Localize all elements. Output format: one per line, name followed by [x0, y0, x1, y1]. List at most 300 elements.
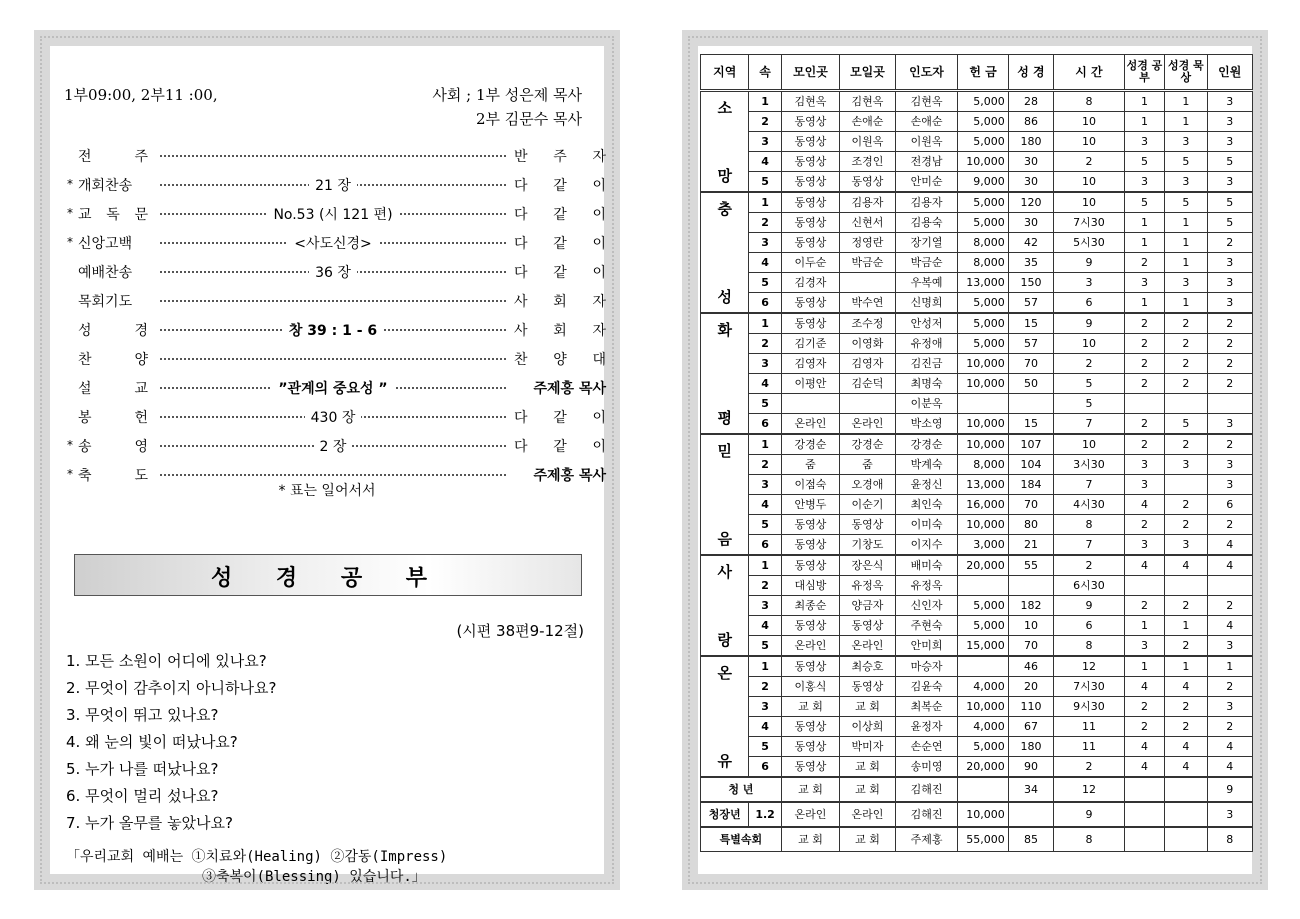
- order-item-label: [78, 378, 148, 398]
- table-cell: 10: [1054, 434, 1125, 455]
- table-cell: 박금순: [840, 253, 896, 273]
- table-cell: 우복예: [895, 273, 958, 293]
- table-cell: [1165, 777, 1207, 802]
- table-cell: 50: [1008, 374, 1053, 394]
- table-cell: 조경인: [840, 152, 896, 172]
- table-cell: [781, 394, 840, 414]
- table-cell: 이분옥: [895, 394, 958, 414]
- label-char: 신앙고백: [78, 236, 133, 252]
- table-cell: 2: [1124, 515, 1164, 535]
- bible-study-title: 성 경 공 부: [211, 566, 445, 591]
- table-cell: 3: [1207, 132, 1252, 152]
- column-header: 시 간: [1054, 55, 1125, 91]
- study-question: 3. 무엇이 뛰고 있나요?: [66, 706, 219, 724]
- table-cell: 2: [1165, 313, 1207, 334]
- table-cell: 3: [749, 596, 781, 616]
- table-cell: 2: [1207, 354, 1252, 374]
- table-cell: 1: [1124, 213, 1164, 233]
- table-cell: [1165, 827, 1207, 852]
- study-question: 5. 누가 나를 떠났나요?: [66, 760, 219, 778]
- table-cell: 5: [749, 737, 781, 757]
- table-cell: 21: [1008, 535, 1053, 556]
- person-char: 같: [553, 439, 567, 455]
- person-char: 같: [553, 236, 567, 252]
- table-cell: 3: [1207, 253, 1252, 273]
- table-cell: 5: [1207, 192, 1252, 213]
- column-header: 지역: [701, 55, 749, 91]
- person-char: 찬: [514, 352, 528, 368]
- order-item-detail: [160, 204, 506, 224]
- table-cell: 10: [1054, 192, 1125, 213]
- table-cell: 182: [1008, 596, 1053, 616]
- table-cell: 김현옥: [781, 91, 840, 112]
- region-char: 사: [717, 562, 732, 581]
- table-cell: 5: [1124, 192, 1164, 213]
- order-item-detail: [160, 407, 506, 427]
- table-cell: 교 회: [781, 777, 840, 802]
- church-motto: [66, 846, 447, 886]
- standing-mark: *: [67, 467, 73, 481]
- table-cell: [1165, 394, 1207, 414]
- region-char: 성: [717, 287, 732, 306]
- table-cell: 강경순: [840, 434, 896, 455]
- table-cell: 10,000: [958, 414, 1008, 435]
- table-cell: 2: [749, 112, 781, 132]
- table-cell: 9: [1054, 253, 1125, 273]
- order-item-label: [78, 407, 148, 427]
- leader-line-2: 2부 김문수 목사: [475, 110, 582, 128]
- table-cell: 1: [749, 192, 781, 213]
- table-cell: 85: [1008, 827, 1053, 852]
- table-cell: [1207, 394, 1252, 414]
- table-cell: 20,000: [958, 757, 1008, 778]
- table-header-row: [701, 55, 1253, 91]
- order-item: [67, 204, 606, 226]
- order-item-detail: [160, 262, 506, 282]
- region-cell: 청 년: [701, 777, 782, 802]
- table-cell: 7: [1054, 414, 1125, 435]
- person-char: 이: [592, 439, 606, 455]
- table-cell: 최인숙: [895, 495, 958, 515]
- table-cell: 2: [1165, 697, 1207, 717]
- table-row: [701, 152, 1253, 172]
- table-cell: [1207, 576, 1252, 596]
- table-row: [701, 777, 1253, 802]
- table-row: [701, 132, 1253, 152]
- table-cell: 2: [749, 334, 781, 354]
- table-cell: 5: [1165, 414, 1207, 435]
- table-cell: 안미희: [895, 636, 958, 657]
- order-item: [67, 233, 606, 255]
- table-cell: 1: [1124, 656, 1164, 677]
- table-cell: 34: [1008, 777, 1053, 802]
- table-cell: 동영상: [781, 213, 840, 233]
- table-cell: 이순기: [840, 495, 896, 515]
- table-cell: [1008, 394, 1053, 414]
- label-char: 성: [78, 323, 92, 339]
- order-item-person: [514, 175, 606, 195]
- table-cell: 장기열: [895, 233, 958, 253]
- table-cell: 15: [1008, 414, 1053, 435]
- order-item: [67, 175, 606, 197]
- person-char: 자: [592, 323, 606, 339]
- table-row: [701, 515, 1253, 535]
- table-cell: 전경남: [895, 152, 958, 172]
- table-cell: 2: [1124, 717, 1164, 737]
- table-cell: 3: [1207, 697, 1252, 717]
- table-cell: 윤정자: [895, 717, 958, 737]
- table-cell: 강경순: [895, 434, 958, 455]
- table-cell: 2: [1124, 334, 1164, 354]
- table-cell: 이영화: [840, 334, 896, 354]
- label-char: 개회찬송: [78, 178, 133, 194]
- table-cell: 1: [1165, 616, 1207, 636]
- label-char: 도: [134, 468, 148, 484]
- table-cell: 윤정신: [895, 475, 958, 495]
- region-char: 평: [717, 408, 732, 427]
- person-char: 같: [553, 178, 567, 194]
- person-char: 다: [514, 236, 528, 252]
- table-cell: 2: [1054, 152, 1125, 172]
- table-cell: 20: [1008, 677, 1053, 697]
- table-cell: 11: [1054, 737, 1125, 757]
- table-row: [701, 192, 1253, 213]
- table-cell: 10: [1008, 616, 1053, 636]
- table-cell: 4: [749, 717, 781, 737]
- bible-study-banner: [74, 554, 582, 596]
- table-cell: 4: [1124, 757, 1164, 778]
- person-char: 회: [553, 294, 567, 310]
- table-cell: 5: [1207, 213, 1252, 233]
- table-row: [701, 334, 1253, 354]
- table-cell: 김해진: [895, 777, 958, 802]
- standing-mark: *: [67, 177, 73, 191]
- table-cell: 86: [1008, 112, 1053, 132]
- table-cell: 3시30: [1054, 455, 1125, 475]
- table-cell: 1: [1165, 213, 1207, 233]
- table-cell: 6: [1054, 293, 1125, 314]
- table-row: [701, 535, 1253, 556]
- table-cell: 3: [1207, 273, 1252, 293]
- order-item-detail: [160, 233, 506, 253]
- order-item-person: [514, 262, 606, 282]
- table-cell: 손애순: [895, 112, 958, 132]
- table-cell: 김경자: [781, 273, 840, 293]
- person-char: 대: [592, 352, 606, 368]
- table-cell: 김윤숙: [895, 677, 958, 697]
- table-row: [701, 596, 1253, 616]
- table-cell: 8: [1054, 91, 1125, 112]
- table-cell: 6: [749, 757, 781, 778]
- table-cell: 3: [749, 697, 781, 717]
- order-item: [70, 291, 606, 313]
- table-cell: 16,000: [958, 495, 1008, 515]
- region-cell: 특별속회: [701, 827, 782, 852]
- table-cell: 1: [1207, 656, 1252, 677]
- table-cell: 김현옥: [895, 91, 958, 112]
- table-row: [701, 434, 1253, 455]
- table-cell: 주현숙: [895, 616, 958, 636]
- order-item-label: [78, 262, 148, 282]
- table-cell: 2: [1165, 374, 1207, 394]
- column-header: 헌 금: [958, 55, 1008, 91]
- table-cell: [840, 273, 896, 293]
- study-question: 6. 무엇이 멀리 섰나요?: [66, 787, 219, 805]
- column-header: 모인곳: [781, 55, 840, 91]
- table-cell: 55: [1008, 555, 1053, 576]
- order-item-label: [78, 436, 148, 456]
- table-cell: 4: [1207, 555, 1252, 576]
- order-item-label: [78, 349, 148, 369]
- table-row: [701, 253, 1253, 273]
- table-cell: 57: [1008, 293, 1053, 314]
- table-cell: 기창도: [840, 535, 896, 556]
- table-cell: 4: [749, 374, 781, 394]
- table-cell: 유정옥: [895, 576, 958, 596]
- table-row: [701, 91, 1253, 112]
- table-cell: 교 회: [840, 827, 896, 852]
- table-cell: 1: [1165, 253, 1207, 273]
- order-item: [70, 146, 606, 168]
- table-cell: 5,000: [958, 596, 1008, 616]
- table-row: [701, 677, 1253, 697]
- standing-note: * 표는 일어서서: [278, 483, 376, 499]
- table-cell: 5,000: [958, 737, 1008, 757]
- table-cell: 4: [749, 253, 781, 273]
- table-cell: 이점숙: [781, 475, 840, 495]
- table-cell: 10: [1054, 334, 1125, 354]
- table-cell: 150: [1008, 273, 1053, 293]
- table-cell: 2: [1124, 434, 1164, 455]
- table-cell: 박수연: [840, 293, 896, 314]
- table-cell: [1124, 576, 1164, 596]
- table-cell: 2: [749, 455, 781, 475]
- table-cell: 이원옥: [840, 132, 896, 152]
- table-cell: 2: [1207, 515, 1252, 535]
- table-cell: 5: [1207, 152, 1252, 172]
- table-cell: 2: [1124, 354, 1164, 374]
- table-cell: 107: [1008, 434, 1053, 455]
- table-row: [701, 475, 1253, 495]
- study-question: 2. 무엇이 감추이지 아니하나요?: [66, 679, 277, 697]
- table-cell: 1: [1165, 233, 1207, 253]
- table-cell: 3: [1124, 273, 1164, 293]
- table-cell: 180: [1008, 132, 1053, 152]
- table-cell: 김해진: [895, 802, 958, 827]
- table-cell: 42: [1008, 233, 1053, 253]
- region-cell: [701, 91, 749, 193]
- detail-text: ”관계의 중요성 ”: [272, 381, 393, 397]
- table-cell: 3: [1207, 802, 1252, 827]
- table-cell: 동영상: [781, 132, 840, 152]
- person-char: 자: [592, 149, 606, 165]
- table-cell: 110: [1008, 697, 1053, 717]
- table-cell: [1124, 827, 1164, 852]
- table-cell: 온라인: [840, 802, 896, 827]
- person-char: 같: [553, 265, 567, 281]
- table-cell: 교 회: [840, 777, 896, 802]
- table-cell: [1165, 802, 1207, 827]
- table-cell: 55,000: [958, 827, 1008, 852]
- table-row: [701, 495, 1253, 515]
- table-cell: 3: [1207, 293, 1252, 314]
- table-cell: 온라인: [781, 802, 840, 827]
- table-cell: 최승호: [840, 656, 896, 677]
- table-cell: 12: [1054, 777, 1125, 802]
- table-cell: 8: [1207, 827, 1252, 852]
- table-cell: 4: [1207, 535, 1252, 556]
- person-char: 다: [514, 178, 528, 194]
- table-cell: 8,000: [958, 455, 1008, 475]
- study-question: 1. 모든 소원이 어디에 있나요?: [66, 652, 267, 670]
- table-cell: [1165, 475, 1207, 495]
- table-cell: 10: [1054, 112, 1125, 132]
- table-cell: 5,000: [958, 112, 1008, 132]
- table-cell: 2: [1165, 495, 1207, 515]
- leader-dots: [160, 358, 506, 360]
- table-row: [701, 293, 1253, 314]
- table-cell: 10,000: [958, 697, 1008, 717]
- person-char: 이: [592, 178, 606, 194]
- study-passage: (시편 38편9-12절): [456, 622, 584, 640]
- table-cell: 4: [1207, 757, 1252, 778]
- order-item-person: [514, 233, 606, 253]
- table-cell: 28: [1008, 91, 1053, 112]
- person-char: 이: [592, 207, 606, 223]
- table-cell: 동영상: [781, 293, 840, 314]
- table-cell: 13,000: [958, 475, 1008, 495]
- table-cell: 동영상: [781, 172, 840, 193]
- person-char: 사: [514, 323, 528, 339]
- table-cell: 2: [1124, 697, 1164, 717]
- order-item-person: [514, 349, 606, 369]
- table-cell: 마승자: [895, 656, 958, 677]
- table-cell: 2: [1207, 677, 1252, 697]
- table-cell: 2: [1165, 515, 1207, 535]
- label-char: 주: [134, 149, 148, 165]
- standing-mark: *: [67, 438, 73, 452]
- table-cell: 46: [1008, 656, 1053, 677]
- table-cell: 김영자: [840, 354, 896, 374]
- table-cell: 이홍식: [781, 677, 840, 697]
- order-item-detail: [160, 378, 506, 398]
- table-cell: [1124, 777, 1164, 802]
- table-cell: 3: [1054, 273, 1125, 293]
- table-cell: 3: [1165, 273, 1207, 293]
- detail-text: 36 장: [309, 265, 357, 281]
- table-cell: 줌: [840, 455, 896, 475]
- worship-order-panel: [34, 30, 620, 890]
- table-cell: [1165, 576, 1207, 596]
- region-char: 충: [717, 199, 732, 218]
- table-cell: 3: [1165, 535, 1207, 556]
- table-cell: 동영상: [781, 737, 840, 757]
- table-cell: 신현서: [840, 213, 896, 233]
- table-cell: 4: [749, 152, 781, 172]
- order-item-person: [514, 291, 606, 311]
- table-cell: 15,000: [958, 636, 1008, 657]
- table-cell: 3: [1207, 112, 1252, 132]
- leader-dots: [160, 300, 506, 302]
- table-cell: 9: [1054, 802, 1125, 827]
- table-cell: 교 회: [781, 827, 840, 852]
- label-char: 헌: [134, 410, 148, 426]
- table-cell: 57: [1008, 334, 1053, 354]
- table-cell: 1: [1165, 112, 1207, 132]
- table-cell: 동영상: [840, 616, 896, 636]
- table-cell: 4: [1207, 737, 1252, 757]
- order-item-person: [514, 204, 606, 224]
- table-cell: 동영상: [781, 515, 840, 535]
- table-cell: 박소영: [895, 414, 958, 435]
- table-cell: 7: [1054, 475, 1125, 495]
- table-cell: 120: [1008, 192, 1053, 213]
- label-char: 문: [134, 207, 148, 223]
- table-cell: 조수정: [840, 313, 896, 334]
- table-cell: 온라인: [840, 414, 896, 435]
- table-cell: 유정옥: [840, 576, 896, 596]
- person-char: 자: [592, 294, 606, 310]
- table-cell: 5,000: [958, 616, 1008, 636]
- detail-text: No.53 (시 121 편): [267, 207, 398, 223]
- table-cell: 3: [749, 475, 781, 495]
- table-cell: 5,000: [958, 213, 1008, 233]
- person-char: 같: [553, 207, 567, 223]
- attendance-table: [700, 54, 1253, 852]
- table-row: [701, 273, 1253, 293]
- table-cell: 1: [749, 313, 781, 334]
- leader-dots: [160, 155, 506, 157]
- table-cell: 30: [1008, 152, 1053, 172]
- table-cell: 184: [1008, 475, 1053, 495]
- person-char: 이: [592, 265, 606, 281]
- table-cell: 7: [1054, 535, 1125, 556]
- table-cell: 5,000: [958, 132, 1008, 152]
- table-cell: 4: [1124, 737, 1164, 757]
- table-cell: 대심방: [781, 576, 840, 596]
- table-cell: 6: [1054, 616, 1125, 636]
- label-char: 영: [134, 439, 148, 455]
- table-cell: 70: [1008, 354, 1053, 374]
- table-cell: 6시30: [1054, 576, 1125, 596]
- region-char: 소: [717, 98, 732, 117]
- table-cell: 2: [1207, 233, 1252, 253]
- table-cell: 3: [1165, 172, 1207, 193]
- table-cell: 3: [1207, 91, 1252, 112]
- table-cell: 박계숙: [895, 455, 958, 475]
- study-question: 4. 왜 눈의 빛이 떠났나요?: [66, 733, 238, 751]
- table-cell: 3: [1124, 636, 1164, 657]
- person-char: 다: [514, 410, 528, 426]
- table-cell: 신인자: [895, 596, 958, 616]
- table-cell: 4시30: [1054, 495, 1125, 515]
- order-item-detail: [160, 436, 506, 456]
- table-cell: 3: [1207, 172, 1252, 193]
- table-cell: 6: [1207, 495, 1252, 515]
- table-cell: 2: [1124, 253, 1164, 273]
- service-times: 1부09:00, 2부11 :00,: [64, 86, 218, 104]
- table-cell: 1: [1124, 293, 1164, 314]
- column-header: 인원: [1207, 55, 1252, 91]
- person-char: 이: [592, 236, 606, 252]
- sub-cell: 1.2: [749, 802, 781, 827]
- table-cell: 이원옥: [895, 132, 958, 152]
- label-char: 전: [78, 149, 92, 165]
- person-char: 다: [514, 207, 528, 223]
- table-cell: 2: [1165, 717, 1207, 737]
- table-cell: 8,000: [958, 233, 1008, 253]
- table-cell: 70: [1008, 495, 1053, 515]
